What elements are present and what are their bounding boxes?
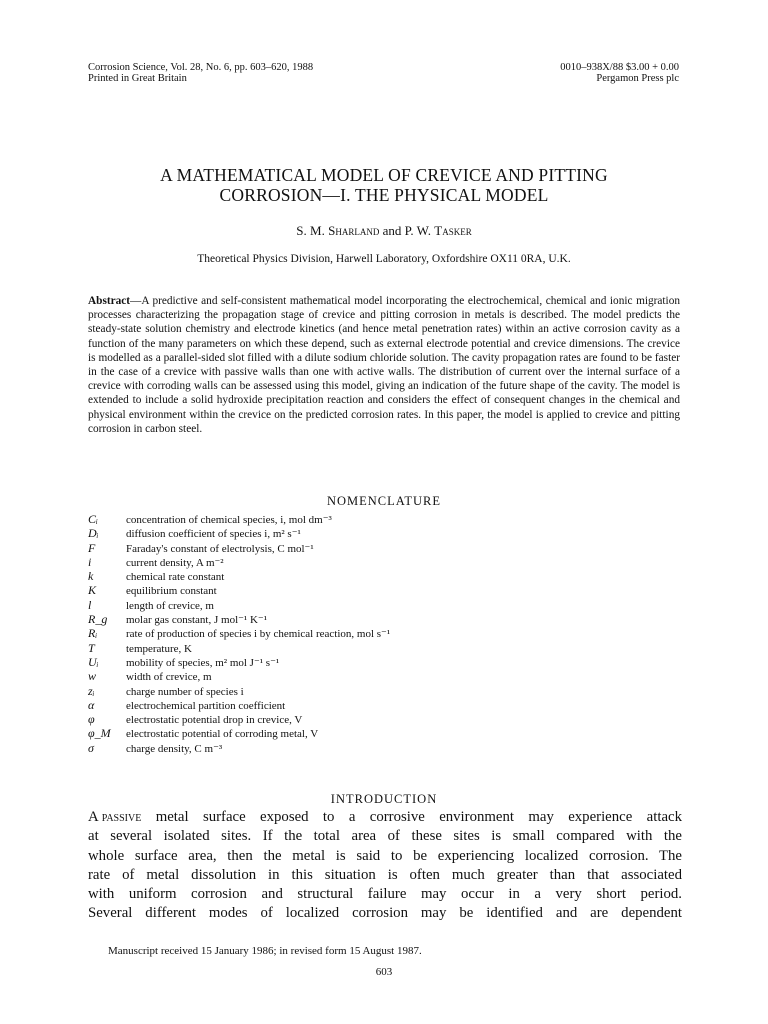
publisher-line: Pergamon Press plc xyxy=(596,73,679,84)
introduction-line xyxy=(88,904,682,923)
nomenclature-description: mobility of species, m² mol J⁻¹ s⁻¹ xyxy=(126,656,280,669)
nomenclature-description: concentration of chemical species, i, mol dm⁻³ xyxy=(126,514,332,526)
nomenclature-description: width of crevice, m xyxy=(126,671,212,684)
nomenclature-row xyxy=(88,698,688,712)
nomenclature-description: molar gas constant, J mol⁻¹ K⁻¹ xyxy=(126,614,268,627)
nomenclature-symbol: i xyxy=(88,554,92,569)
nomenclature-symbol: Rᵢ xyxy=(88,626,98,641)
nomenclature-description: temperature, K xyxy=(126,642,192,655)
nomenclature-list xyxy=(88,512,688,755)
introduction-heading: INTRODUCTION xyxy=(330,792,438,806)
nomenclature-symbol: l xyxy=(88,597,92,612)
nomenclature-description: electrostatic potential drop in crevice, V xyxy=(126,714,303,727)
nomenclature-row xyxy=(88,512,688,526)
nomenclature-description: Faraday's constant of electrolysis, C mol⁻¹ xyxy=(126,542,314,555)
nomenclature-description: length of crevice, m xyxy=(126,599,214,612)
author-2-initials: P. W. xyxy=(404,223,431,238)
nomenclature-description: charge density, C m⁻³ xyxy=(126,742,223,755)
introduction-line-text: metal surface exposed to a corrosive environment may experience attack xyxy=(141,809,682,825)
nomenclature-symbol: α xyxy=(88,697,95,712)
nomenclature-description: chemical rate constant xyxy=(126,571,225,584)
nomenclature-description: equilibrium constant xyxy=(126,585,217,598)
nomenclature-row xyxy=(88,626,688,640)
nomenclature-row xyxy=(88,712,688,726)
title-line-2: CORROSION—I. THE PHYSICAL MODEL xyxy=(219,185,549,205)
nomenclature-row xyxy=(88,741,688,755)
nomenclature-description: electrochemical partition coefficient xyxy=(126,699,286,712)
nomenclature-row xyxy=(88,726,688,740)
nomenclature-symbol: Cᵢ xyxy=(88,512,98,526)
nomenclature-symbol: k xyxy=(88,569,94,584)
nomenclature-symbol: F xyxy=(88,540,96,555)
nomenclature-symbol: w xyxy=(88,669,97,684)
introduction-line xyxy=(88,827,682,846)
intro-lead-word: passive xyxy=(101,809,142,825)
author-1-initials: S. M. xyxy=(296,223,325,238)
introduction-line-text: with uniform corrosion and structural failure may occur in a very short period. xyxy=(88,886,682,903)
nomenclature-description: rate of production of species i by chemical reaction, mol s⁻¹ xyxy=(126,628,391,641)
nomenclature-symbol: Uᵢ xyxy=(88,654,99,669)
nomenclature-symbol: K xyxy=(88,583,97,598)
nomenclature-symbol: zᵢ xyxy=(88,683,95,698)
introduction-line-text: whole surface area, then the metal is said to be experiencing localized corrosion. The xyxy=(88,847,682,864)
paper-title xyxy=(60,165,708,205)
manuscript-note: Manuscript received 15 January 1986; in revised form 15 August 1987. xyxy=(108,945,422,957)
introduction-line-text: rate of metal dissolution in this situation is often much greater than that associated xyxy=(88,866,682,883)
nomenclature-row xyxy=(88,598,688,612)
introduction-line-text: at several isolated sites. If the total area of these sites is small compared with the xyxy=(88,828,682,845)
nomenclature-row xyxy=(88,655,688,669)
nomenclature-row xyxy=(88,583,688,597)
nomenclature-row xyxy=(88,569,688,583)
nomenclature-symbol: R_g xyxy=(88,612,108,627)
nomenclature-symbol: T xyxy=(88,640,95,655)
abstract xyxy=(88,294,680,436)
affiliation: Theoretical Physics Division, Harwell Laboratory, Oxfordshire OX11 0RA, U.K. xyxy=(197,253,571,265)
nomenclature-symbol: φ xyxy=(88,712,95,727)
intro-lead-letter: A xyxy=(88,809,99,825)
nomenclature-row xyxy=(88,641,688,655)
nomenclature-row xyxy=(88,684,688,698)
nomenclature-row xyxy=(88,526,688,540)
publisher-info xyxy=(560,62,679,84)
authors xyxy=(0,223,768,239)
nomenclature-description: diffusion coefficient of species i, m² s⁻¹ xyxy=(126,528,301,541)
nomenclature-symbol: φ_M xyxy=(88,726,111,741)
author-2-surname: Tasker xyxy=(434,223,472,238)
introduction-line-text: Several different modes of localized corrosion may be identified and are dependent xyxy=(88,905,682,922)
introduction-line xyxy=(88,866,682,885)
nomenclature-row xyxy=(88,612,688,626)
author-1-surname: Sharland xyxy=(328,223,380,238)
abstract-label: Abstract xyxy=(88,295,131,307)
nomenclature-description: current density, A m⁻² xyxy=(126,556,224,569)
nomenclature-description: electrostatic potential of corroding metal, V xyxy=(126,728,319,741)
title-line-1: A MATHEMATICAL MODEL OF CREVICE AND PITTING xyxy=(160,165,608,185)
introduction-line xyxy=(88,885,682,904)
author-conjunction: and xyxy=(382,223,402,238)
code-line: 0010–938X/88 $3.00 + 0.00 xyxy=(560,62,679,73)
abstract-text: —A predictive and self-consistent mathematical model incorporating the electrochemical, chemical and ionic migration processes characterizing the propagation stage of crevice and pitting corrosion in metals is described. The model predicts the steady-state solution chemistry and electrode kinetics (and hence metal penetration rates) within an active corrosion cavity as a function of the many parameters on which these depend, such as external electrode potential and crevice dimensions. The crevice is modelled as a parallel-sided slot filled with a dilute sodium chloride solution. The cavity propagation rates are found to be faster in the case of a crevice with passive walls than one with active walls. The distribution of current over the internal surface of a crevice with corroding walls can be assessed using this model, giving an indication of the future shape of the cavity. The model is extended to include a solid hydroxide precipitation reaction and considers the effect of consequent changes in the chemical and physical environment within the crevice on the predicted corrosion rates. In this paper, the model is applied to crevice and pitting corrosion in carbon steel. xyxy=(88,295,680,435)
nomenclature-description: charge number of species i xyxy=(126,685,244,698)
nomenclature-row xyxy=(88,541,688,555)
journal-citation xyxy=(88,62,313,84)
introduction-line xyxy=(88,808,682,827)
page-number: 603 xyxy=(375,966,393,978)
introduction-body xyxy=(88,808,682,924)
printed-line: Printed in Great Britain xyxy=(88,73,187,84)
nomenclature-symbol: σ xyxy=(88,740,94,755)
nomenclature-row xyxy=(88,669,688,683)
nomenclature-heading: NOMENCLATURE xyxy=(326,494,442,508)
nomenclature-row xyxy=(88,555,688,569)
nomenclature-symbol: Dᵢ xyxy=(88,526,99,541)
journal-line: Corrosion Science, Vol. 28, No. 6, pp. 603–620, 1988 xyxy=(88,62,314,73)
introduction-line xyxy=(88,847,682,866)
